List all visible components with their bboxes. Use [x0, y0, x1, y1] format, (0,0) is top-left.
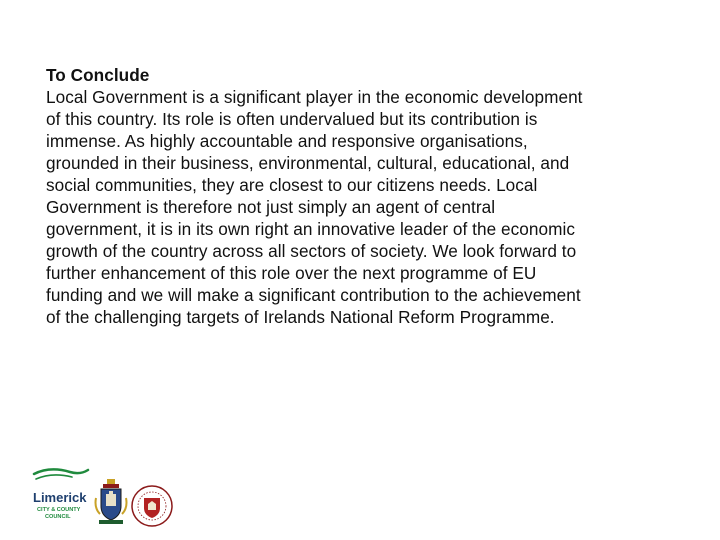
body-line: Local Government is a significant player in the economic development — [46, 87, 583, 107]
body-line: growth of the country across all sectors of society. We look forward to — [46, 241, 577, 261]
body-line: of this country. Its role is often undervalued but its contribution is — [46, 109, 538, 129]
body-line: immense. As highly accountable and responsive organisations, — [46, 131, 528, 151]
body-line: of the challenging targets of Irelands National Reform Programme. — [46, 307, 555, 327]
logo-subtitle-2: COUNCIL — [45, 514, 71, 520]
body-line: funding and we will make a significant contribution to the achievement — [46, 285, 581, 305]
slide-text — [46, 64, 686, 328]
slide-heading: To Conclude — [46, 65, 150, 85]
university-seal-icon — [130, 484, 174, 528]
logo-subtitle-1: CITY & COUNTY — [37, 507, 81, 513]
logo-limerick-text: Limerick — [33, 490, 87, 505]
footer-logos — [30, 466, 180, 528]
body-line: further enhancement of this role over the next programme of EU — [46, 263, 537, 283]
body-line: social communities, they are closest to our citizens needs. Local — [46, 175, 538, 195]
body-line: Government is therefore not just simply an agent of central — [46, 197, 496, 217]
coat-of-arms-icon — [94, 478, 128, 526]
body-line: grounded in their business, environmental, cultural, educational, and — [46, 153, 570, 173]
limerick-council-logo — [30, 466, 92, 528]
body-line: government, it is in its own right an innovative leader of the economic — [46, 219, 576, 239]
